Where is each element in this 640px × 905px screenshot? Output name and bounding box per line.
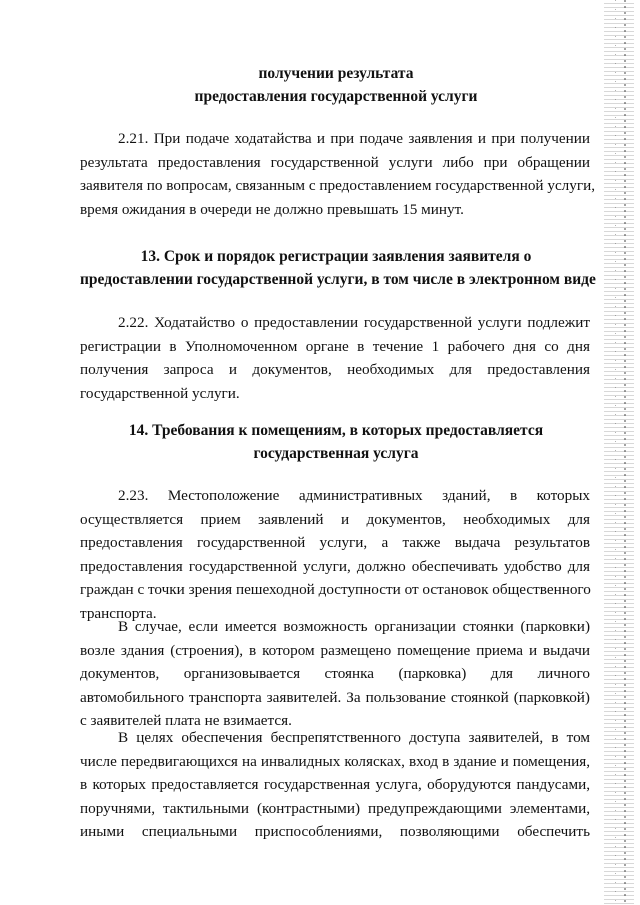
text-line: автомобильного транспорта заявителей. За пользование стоянкой (парковкой)	[80, 688, 590, 706]
scan-edge-noise	[604, 0, 634, 905]
section-heading-waiting-time	[80, 62, 592, 108]
heading-line: 14. Требования к помещениям, в которых предоставляется	[128, 422, 544, 439]
text-line: В случае, если имеется возможность организации стоянки (парковки)	[118, 618, 590, 635]
paragraph-2-23	[80, 484, 590, 625]
paragraph-2-22	[80, 311, 590, 405]
text-line: транспорта.	[80, 604, 157, 622]
heading-line: 13. Срок и порядок регистрации заявления заявителя о	[140, 248, 532, 265]
text-line: получения запроса и документов, необходимых для предоставления	[80, 361, 590, 378]
text-line: возле здания (строения), в котором размещено помещение приема и выдачи	[80, 641, 590, 659]
text-line: предоставления государственной услуги, должно обеспечивать удобство для	[80, 557, 590, 575]
paragraph-parking	[80, 615, 590, 733]
text-line: государственной услуги.	[80, 384, 240, 402]
text-line: 2.21. При подаче ходатайства и при подаче заявления и при получении	[118, 130, 590, 147]
text-line: результата предоставления государственной услуги либо при обращении	[80, 153, 590, 171]
text-line: В целях обеспечения беспрепятственного доступа заявителей, в том	[118, 729, 590, 746]
heading-line: получении результата	[258, 65, 414, 82]
text-line: документов, организовывается стоянка (парковка) для личного	[80, 665, 590, 682]
text-line: 2.22. Ходатайство о предоставлении государственной услуги подлежит	[118, 314, 590, 331]
section-heading-14	[80, 419, 592, 465]
text-line: с заявителей плата не взимается.	[80, 712, 292, 729]
scan-edge-noise	[615, 0, 616, 905]
text-line: осуществляется прием заявлений и документов, необходимых для	[80, 510, 590, 528]
text-line: 2.23. Местоположение административных зданий, в которых	[118, 487, 590, 504]
text-line: поручнями, тактильными (контрастными) предупреждающими элементами,	[80, 799, 590, 817]
text-line: заявителя по вопросам, связанным с предоставлением государственной услуги,	[80, 177, 596, 194]
heading-line: предоставлении государственной услуги, в том числе в электронном виде	[80, 271, 596, 288]
section-heading-13	[80, 245, 596, 291]
text-line: в которых предоставляется государственная услуга, оборудуются пандусами,	[80, 776, 590, 793]
heading-line: государственная услуга	[253, 445, 419, 462]
paragraph-2-21	[80, 127, 596, 221]
scan-edge-noise	[624, 0, 626, 905]
text-line: граждан с точки зрения пешеходной доступности от остановок общественного	[80, 581, 591, 598]
text-line: иными специальными приспособлениями, позволяющими обеспечить	[80, 823, 590, 840]
text-line: числе передвигающихся на инвалидных колясках, вход в здание и помещения,	[80, 752, 590, 770]
text-line: регистрации в Уполномоченном органе в течение 1 рабочего дня со дня	[80, 337, 590, 355]
paragraph-accessibility	[80, 726, 590, 844]
heading-line: предоставления государственной услуги	[194, 88, 478, 105]
text-line: время ожидания в очереди не должно превышать 15 минут.	[80, 200, 464, 218]
text-line: предоставления государственной услуги, а также выдача результатов	[80, 534, 590, 551]
